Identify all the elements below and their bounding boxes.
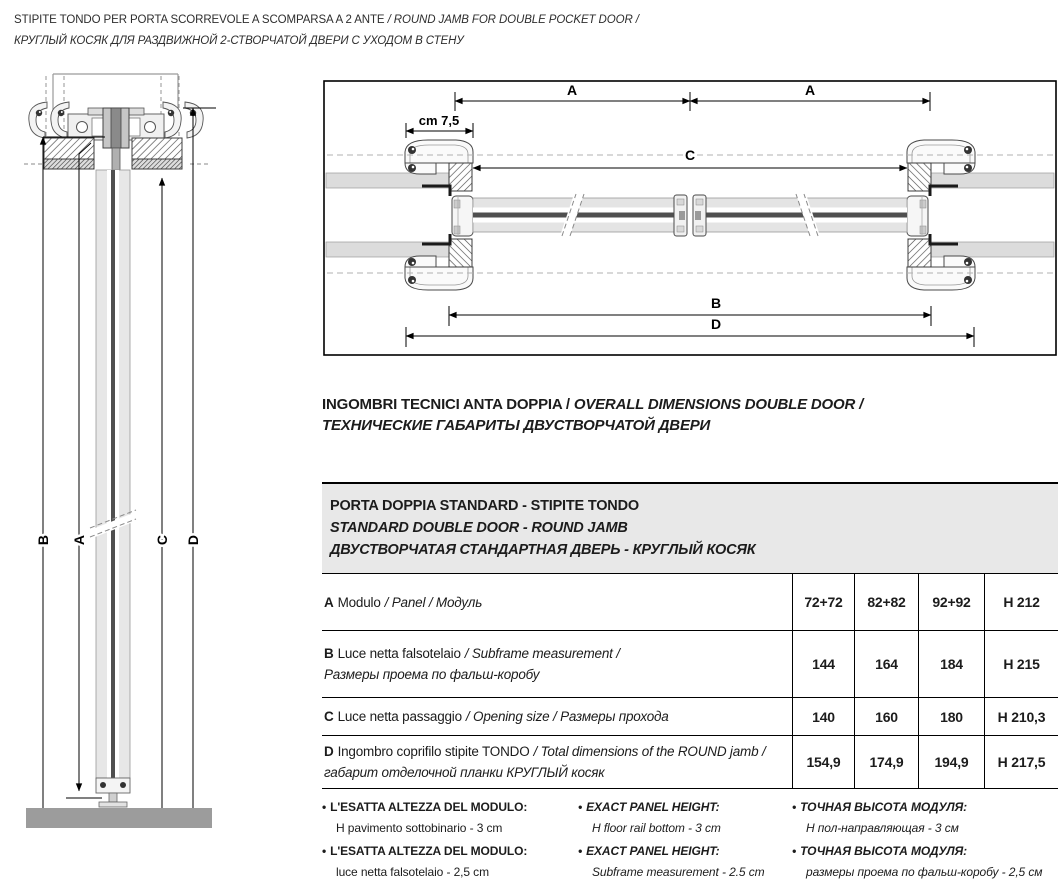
footnotes-english	[578, 800, 792, 888]
page-title	[14, 10, 1014, 52]
cell-value: 180	[918, 698, 984, 735]
footnote-title: • EXACT PANEL HEIGHT:	[578, 800, 720, 814]
title-english: / ROUND JAMB FOR DOUBLE POCKET DOOR /	[387, 14, 639, 26]
cell-value: 164	[854, 631, 918, 697]
heading-italian: INGOMBRI TECNICI ANTA DOPPIA /	[322, 396, 574, 413]
row-label: B Luce netta falsotelaio / Subframe measurement / Размеры проема по фальш-коробу	[324, 646, 620, 682]
table-title-line3: ДВУСТВОРЧАТАЯ СТАНДАРТНАЯ ДВЕРЬ - КРУГЛЫЙ КОСЯК	[330, 542, 756, 558]
cell-value: 174,9	[854, 736, 918, 788]
cell-value: 72+72	[792, 574, 854, 630]
section-heading	[322, 394, 1052, 436]
section-heading-line2	[322, 415, 1052, 436]
page-title-line2	[14, 31, 1014, 52]
cell-value: 154,9	[792, 736, 854, 788]
vertical-section-drawing	[10, 66, 222, 831]
footnote-title: • L'ESATTA ALTEZZA DEL MODULO:	[322, 800, 528, 814]
dim-label-d: D	[710, 316, 722, 332]
footnotes-russian	[792, 800, 1062, 888]
row-label: D Ingombro coprifilo stipite TONDO / Total dimensions of the ROUND jamb / габарит отделочной планки КРУГЛЫЙ косяк	[324, 744, 766, 780]
dim-label-c: C	[154, 534, 170, 546]
dim-label-c: C	[684, 147, 696, 163]
page-title-line1	[14, 10, 1014, 31]
dim-label-b: B	[35, 534, 51, 546]
dim-label-a-left: A	[566, 82, 578, 98]
table-row	[322, 631, 1058, 698]
cell-value: 92+92	[918, 574, 984, 630]
table-row	[322, 736, 1058, 789]
cell-value: 160	[854, 698, 918, 735]
section-heading-line1	[322, 394, 1052, 415]
subframe-block	[449, 163, 472, 191]
dim-label-jamb-width: cm 7,5	[418, 113, 460, 128]
title-italian: STIPITE TONDO PER PORTA SCORREVOLE A SCOMPARSA A 2 ANTE	[14, 14, 388, 26]
panel-core	[111, 170, 115, 778]
cell-height: H 215	[984, 631, 1058, 697]
heading-russian: ТЕХНИЧЕСКИЕ ГАБАРИТЫ ДВУСТВОРЧАТОЙ ДВЕРИ	[322, 417, 711, 434]
footnote-detail: luce netta falsotelaio - 2,5 cm	[336, 865, 489, 879]
cell-value: 144	[792, 631, 854, 697]
footnote-detail: Subframe measurement - 2.5 cm	[592, 865, 765, 879]
footnote-detail: H pavimento sottobinario - 3 cm	[336, 821, 503, 835]
cell-value: 194,9	[918, 736, 984, 788]
dim-label-a: A	[71, 534, 87, 546]
footnote-detail: размеры проема по фальш-коробу - 2,5 см	[806, 865, 1043, 879]
plan-section-drawing	[322, 78, 1058, 359]
cell-value: 140	[792, 698, 854, 735]
footnote-title: • L'ESATTA ALTEZZA DEL MODULO:	[322, 844, 528, 858]
footnote-title: • EXACT PANEL HEIGHT:	[578, 844, 720, 858]
heading-english: OVERALL DIMENSIONS DOUBLE DOOR /	[573, 396, 864, 413]
title-russian: КРУГЛЫЙ КОСЯК ДЛЯ РАЗДВИЖНОЙ 2-СТВОРЧАТОЙ ДВЕРИ С УХОДОМ В СТЕНУ	[14, 35, 464, 47]
dim-label-a-right: A	[804, 82, 816, 98]
floor-guide	[96, 778, 130, 807]
roller-wheel	[145, 122, 156, 133]
door-panel-vertical	[90, 170, 136, 778]
footnote-detail: H floor rail bottom - 3 cm	[592, 821, 721, 835]
footnotes	[322, 800, 1062, 888]
cell-value: 184	[918, 631, 984, 697]
footnote-detail: Н пол-направляющая - 3 см	[806, 821, 959, 835]
cell-value: 82+82	[854, 574, 918, 630]
cell-height: H 217,5	[984, 736, 1058, 788]
table-title-line1: PORTA DOPPIA STANDARD - STIPITE TONDO	[330, 498, 639, 514]
table-row	[322, 574, 1058, 631]
row-label: C Luce netta passaggio / Opening size / Размеры прохода	[324, 709, 669, 724]
floor-slab	[26, 808, 212, 828]
dimensions-table	[322, 482, 1058, 789]
table-row	[322, 698, 1058, 736]
dim-label-b: B	[710, 295, 722, 311]
cell-height: H 210,3	[984, 698, 1058, 735]
table-title-line2: STANDARD DOUBLE DOOR - ROUND JAMB	[330, 520, 628, 536]
footnote-title: • ТОЧНАЯ ВЫСОТА МОДУЛЯ:	[792, 800, 968, 814]
table-title	[322, 482, 1058, 574]
dim-label-d: D	[185, 534, 201, 546]
footnotes-italian	[322, 800, 578, 888]
footnote-title: • ТОЧНАЯ ВЫСОТА МОДУЛЯ:	[792, 844, 968, 858]
cell-height: H 212	[984, 574, 1058, 630]
roller-wheel	[77, 122, 88, 133]
row-label: A Modulo / Panel / Модуль	[324, 594, 483, 610]
